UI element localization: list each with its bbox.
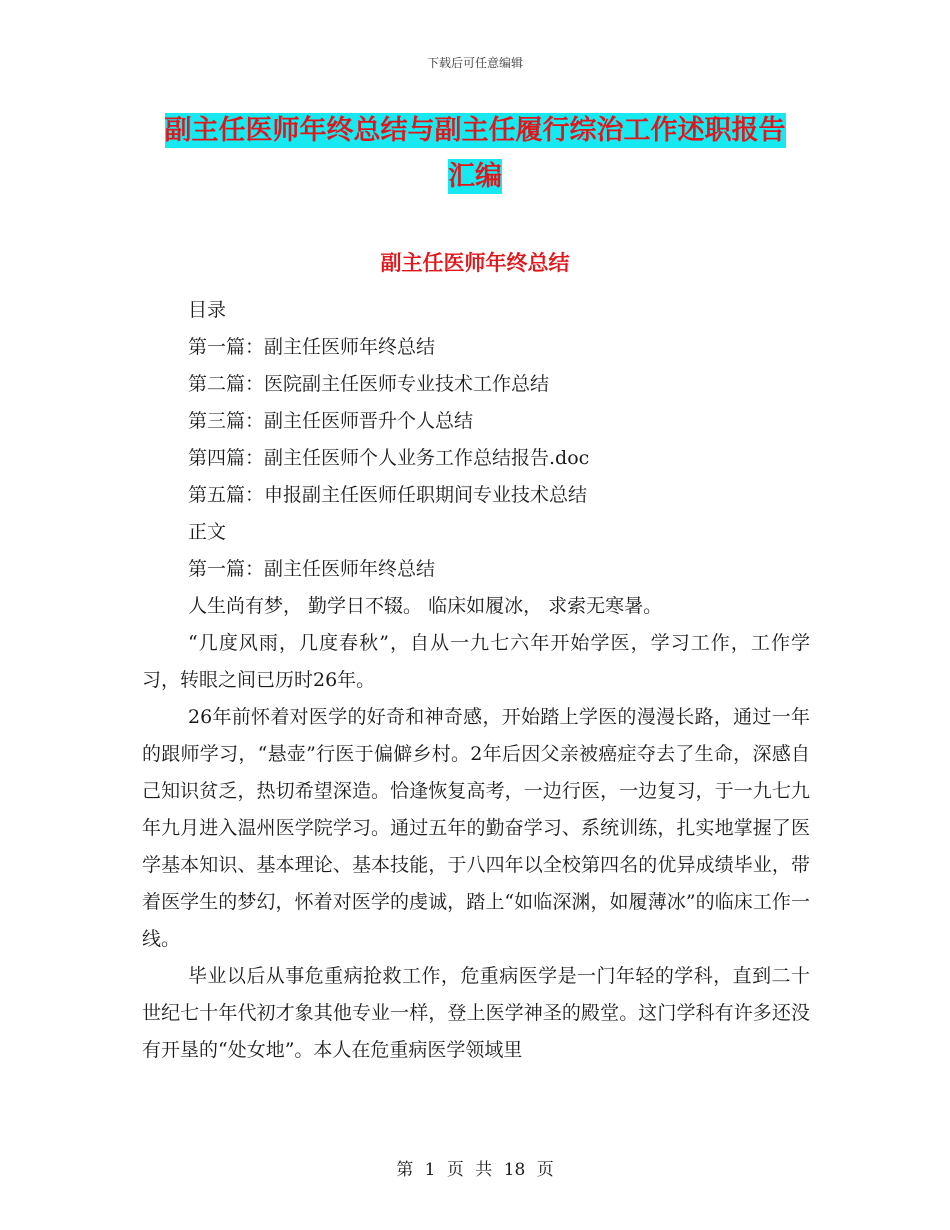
title-line-1: 副主任医师年终总结与副主任履行综治工作述职报告 bbox=[164, 115, 786, 146]
toc-item: 第三篇：副主任医师晋升个人总结 bbox=[188, 410, 474, 432]
toc-heading: 目录 bbox=[188, 299, 227, 321]
title-line-2: 汇编 bbox=[448, 161, 502, 192]
section-label: 正文 bbox=[188, 521, 227, 543]
document-body bbox=[142, 292, 810, 1069]
toc-item: 第二篇：医院副主任医师专业技术工作总结 bbox=[188, 373, 550, 395]
document-title bbox=[140, 108, 810, 200]
chapter-heading: 第一篇：副主任医师年终总结 bbox=[188, 558, 436, 580]
paragraph: “几度风雨，几度春秋”，自从一九七六年开始学医，学习工作，工作学习，转眼之间已历时26年。 bbox=[142, 632, 810, 691]
paragraph: 毕业以后从事危重病抢救工作，危重病医学是一门年轻的学科，直到二十世纪七十年代初才象其他专业一样，登上医学神圣的殿堂。这门学科有许多还没有开垦的“处女地”。本人在危重病医学领域里 bbox=[142, 965, 810, 1061]
motto: 人生尚有梦， 勤学日不辍。 临床如履冰， 求索无寒暑。 bbox=[188, 595, 663, 617]
toc-item: 第五篇：申报副主任医师任职期间专业技术总结 bbox=[188, 484, 588, 506]
toc-item: 第四篇：副主任医师个人业务工作总结报告.doc bbox=[188, 447, 590, 469]
paragraph: 26年前怀着对医学的好奇和神奇感，开始踏上学医的漫漫长路，通过一年的跟师学习，“悬壶”行医于偏僻乡村。2年后因父亲被癌症夺去了生命，深感自己知识贫乏，热切希望深造。恰逢恢复高考，一边行医，一边复习，于一九七九年九月进入温州医学院学习。通过五年的勤奋学习、系统训练，扎实地掌握了医学基本知识、基本理论、基本技能，于八四年以全校第四名的优异成绩毕业，带着医学生的梦幻，怀着对医学的虔诚，踏上“如临深渊，如履薄冰”的临床工作一线。 bbox=[142, 706, 810, 950]
toc-item: 第一篇：副主任医师年终总结 bbox=[188, 336, 436, 358]
header-note: 下载后可任意编辑 bbox=[426, 56, 523, 70]
section-title: 副主任医师年终总结 bbox=[380, 251, 570, 275]
page-footer: 第 1 页 共 18 页 bbox=[396, 1160, 554, 1180]
